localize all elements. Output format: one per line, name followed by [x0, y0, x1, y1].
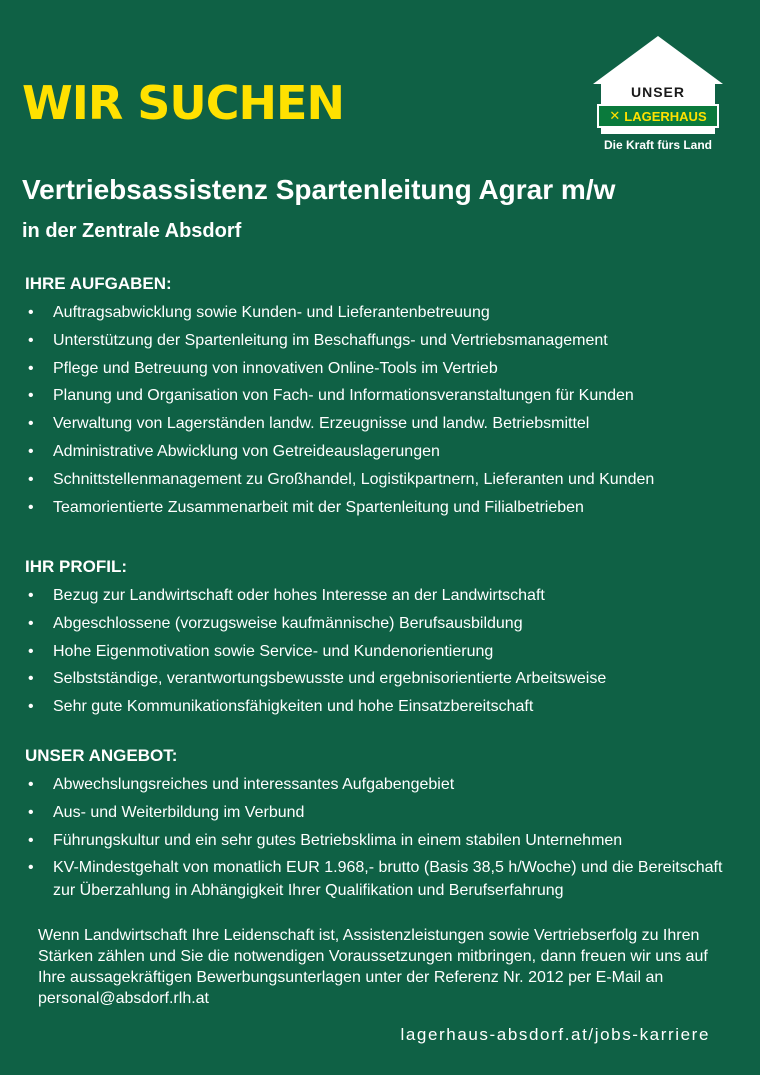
list-item: • Abgeschlossene (vorzugsweise kaufmännische) Berufsausbildung	[25, 610, 745, 638]
profile-list	[25, 582, 745, 721]
list-item: • Auftragsabwicklung sowie Kunden- und Lieferantenbetreuung	[25, 299, 745, 327]
closing-paragraph: Wenn Landwirtschaft Ihre Leidenschaft ist, Assistenzleistungen sowie Vertriebserfolg zu Ihren Stärken zählen und Sie die notwendigen Voraussetzungen mitbringen, dann freuen wir uns auf Ihre aussagekräftigen Bewerbungsunterlagen unter der Referenz Nr. 2012 per E-Mail an personal@absdorf.rlh.at	[38, 927, 708, 1007]
headline: WIR SUCHEN	[22, 76, 344, 130]
career-url: lagerhaus-absdorf.at/jobs-karriere	[400, 1025, 710, 1044]
list-item: • Bezug zur Landwirtschaft oder hohes Interesse an der Landwirtschaft	[25, 582, 745, 610]
section-aufgaben	[25, 273, 745, 521]
section-heading: IHRE AUFGABEN:	[25, 274, 172, 293]
list-item: • Administrative Abwicklung von Getreideauslagerungen	[25, 438, 745, 466]
list-item: • Führungskultur und ein sehr gutes Betriebsklima in einem stabilen Unternehmen	[25, 827, 745, 855]
list-item: • Schnittstellenmanagement zu Großhandel, Logistikpartnern, Lieferanten und Kunden	[25, 466, 745, 494]
logo-slogan: Die Kraft fürs Land	[603, 138, 712, 152]
list-item: • Selbstständige, verantwortungsbewusste und ergebnisorientierte Arbeitsweise	[25, 665, 745, 693]
list-item: • Unterstützung der Spartenleitung im Beschaffungs- und Vertriebsmanagement	[25, 327, 745, 355]
task-list	[25, 299, 745, 521]
section-heading: IHR PROFIL:	[25, 557, 127, 576]
list-item: • Aus- und Weiterbildung im Verbund	[25, 799, 745, 827]
logo-brand-bar	[597, 104, 719, 128]
offer-list	[25, 771, 745, 902]
logo-unser-text: UNSER	[630, 84, 685, 100]
list-item: • Planung und Organisation von Fach- und Informationsveranstaltungen für Kunden	[25, 382, 745, 410]
list-item: • KV-Mindestgehalt von monatlich EUR 1.968,- brutto (Basis 38,5 h/Woche) und die Bereitschaft zur Überzahlung in Abhängigkeit Ihrer Qualifikation und Berufserfahrung	[25, 856, 745, 902]
raiffeisen-cross-icon: ✕	[609, 108, 621, 123]
list-item: • Verwaltung von Lagerständen landw. Erzeugnisse und landw. Betriebsmittel	[25, 410, 745, 438]
section-angebot	[25, 745, 745, 902]
job-location: in der Zentrale Absdorf	[22, 220, 242, 242]
list-item: • Hohe Eigenmotivation sowie Service- und Kundenorientierung	[25, 638, 745, 666]
job-title: Vertriebsassistenz Spartenleitung Agrar m/w	[22, 174, 616, 205]
logo-brand-text: LAGERHAUS	[624, 108, 707, 124]
section-heading: UNSER ANGEBOT:	[25, 746, 178, 765]
section-profil	[25, 556, 745, 721]
list-item: • Abwechslungsreiches und interessantes Aufgabengebiet	[25, 771, 745, 799]
list-item: • Teamorientierte Zusammenarbeit mit der Spartenleitung und Filialbetrieben	[25, 494, 745, 522]
company-logo	[589, 34, 727, 156]
list-item: • Sehr gute Kommunikationsfähigkeiten und hohe Einsatzbereitschaft	[25, 693, 745, 721]
list-item: • Pflege und Betreuung von innovativen Online-Tools im Vertrieb	[25, 355, 745, 383]
